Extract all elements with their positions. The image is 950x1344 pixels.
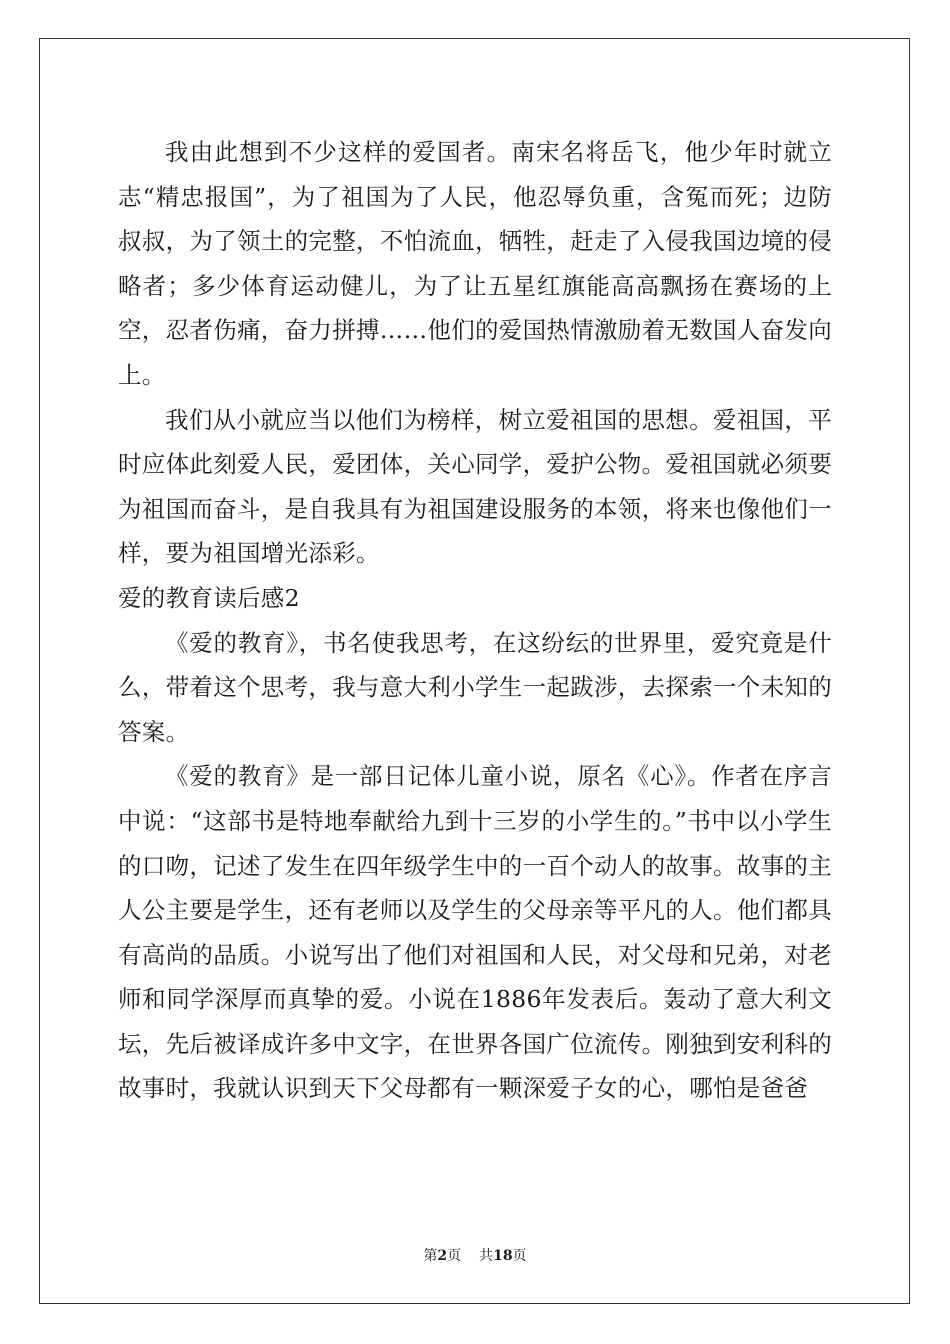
paragraph-book-summary: 《爱的教育》是一部日记体儿童小说，原名《心》。作者在序言中说：“这部书是特地奉献给九到十三岁的小学生的。”书中以小学生的口吻，记述了发生在四年级学生中的一百个动人的故事。故事的主人公主要是学生，还有老师以及学生的父母亲等平凡的人。他们都具有高尚的品质。小说写出了他们对祖国和人民，对父母和兄弟，对老师和同学深厚而真挚的爱。小说在1886年发表后。轰动了意大利文坛，先后被译成许多中文字，在世界各国广位流传。刚独到安利科的故事时，我就认识到天下父母都有一颗深爱子女的心，哪怕是爸爸 [118, 762, 832, 1103]
paragraph-role-models: 我们从小就应当以他们为榜样，树立爱祖国的思想。爱祖国，平时应体此刻爱人民，爱团体，关心同学，爱护公物。爱祖国就必须要为祖国而奋斗，是自我具有为祖国建设服务的本领，将来也像他们一样，要为祖国增光添彩。 [118, 405, 832, 568]
page-number: 2 [437, 1248, 448, 1264]
paragraph-book-title: 《爱的教育》，书名使我思考，在这纷纭的世界里，爱究竟是什么，带着这个思考，我与意大利小学生一起跋涉，去探索一个未知的答案。 [118, 628, 832, 746]
page-prefix: 第 [423, 1248, 438, 1264]
total-prefix: 共 [479, 1248, 494, 1264]
total-suffix: 页 [512, 1248, 527, 1264]
paragraph-patriots: 我由此想到不少这样的爱国者。南宋名将岳飞，他少年时就立志“精忠报国”，为了祖国为了人民，他忍辱负重，含冤而死；边防叔叔，为了领土的完整，不怕流血，牺牲，赶走了入侵我国边境的侵略者；多少体育运动健儿，为了让五星红旗能高高飘扬在赛场的上空，忍者伤痛，奋力拼搏……他们的爱国热情激励着无数国人奋发向上。 [118, 138, 832, 389]
section-heading: 爱的教育读后感2 [118, 583, 300, 612]
page-footer [0, 1245, 950, 1265]
page-suffix: 页 [447, 1248, 462, 1264]
total-pages: 18 [493, 1248, 513, 1264]
document-body [118, 130, 832, 1111]
